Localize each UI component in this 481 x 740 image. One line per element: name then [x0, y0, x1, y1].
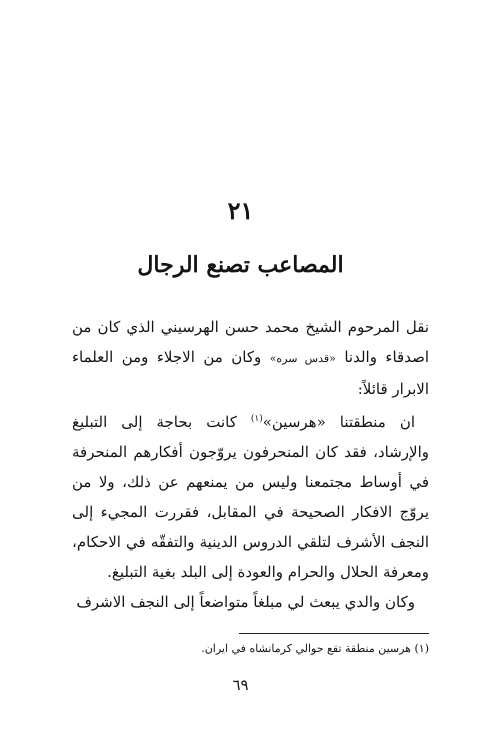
- paragraph-1: [72, 312, 429, 404]
- footnote-divider: [239, 633, 429, 634]
- paragraph-1-text-a: نقل المرحوم الشيخ محمد حسن الهرسيني الذي كان من اصدقاء والدنا: [72, 318, 429, 366]
- paragraph-3: وكان والدي يبعث لي مبلغاً متواضعاً إلى النجف الاشرف: [76, 593, 415, 611]
- paragraph-2-text-a: ان منطقتنا «هرسين»: [262, 413, 415, 431]
- honorific-note: «قدس سره»: [269, 352, 336, 365]
- footnote-marker: (١): [250, 414, 263, 424]
- chapter-number: ٢١: [227, 196, 254, 225]
- footnote: (١) هرسين منطقة تقع حوالي كرمانشاه في ايران.: [201, 642, 429, 655]
- paragraph-2: [72, 404, 429, 587]
- paragraph-2-text-b: كانت بحاجة إلى التبليغ والإرشاد، فقد كان المنحرفون يروّجون أفكارهم المنحرفة في أوساط مجتمعنا وليس من يمنعهم عن ذلك، ولا من يروّج الافكار الصحيحة في المقابل، فقررت المجيء إلى النجف الأشرف لتلقي الدروس الدينية والتفقّه في الاحكام، ومعرفة الحلال والحرام والعودة إلى البلد بغية التبليغ.: [72, 413, 429, 581]
- page-number: ٦٩: [232, 676, 249, 694]
- chapter-title: المصاعب تصنع الرجال: [137, 252, 344, 278]
- body-text: [72, 312, 429, 617]
- paragraph-1-text-b: وكان من الاجلاء ومن العلماء الابرار قائلاً:: [72, 348, 429, 398]
